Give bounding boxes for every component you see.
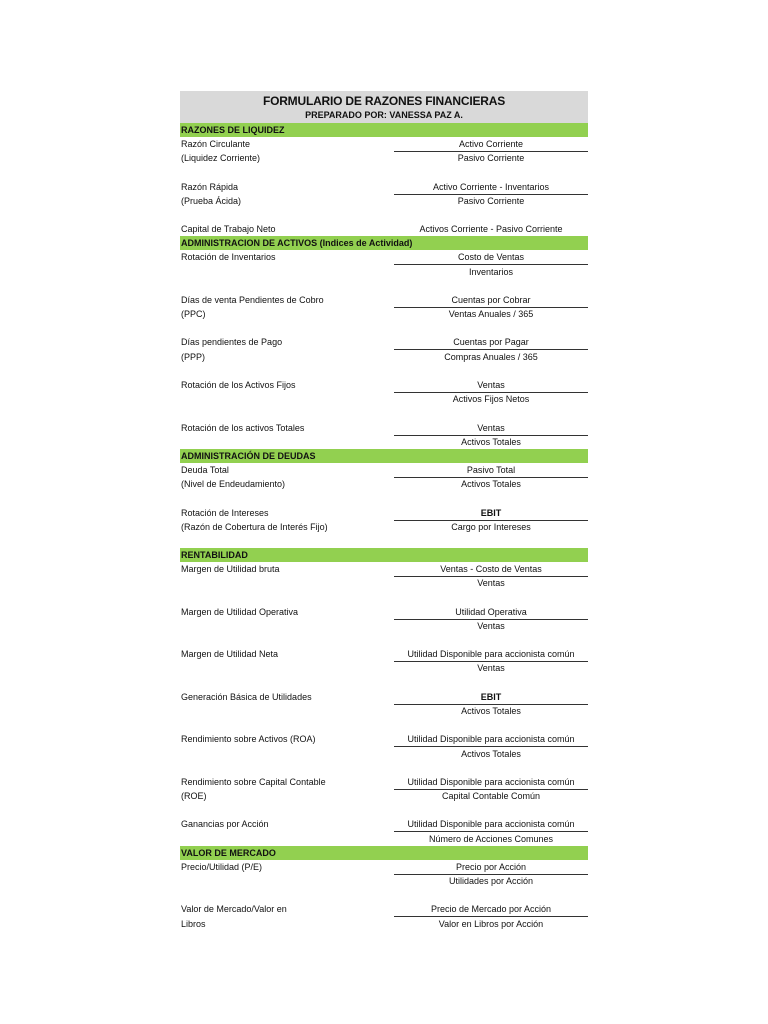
ratio-numerator: Costo de Ventas bbox=[394, 250, 588, 265]
ratio-label: Libros bbox=[181, 918, 206, 929]
ratio-label: Razón Circulante bbox=[181, 139, 251, 149]
spacer-row bbox=[180, 761, 588, 775]
ratio-row bbox=[180, 435, 588, 449]
ratio-denominator: Ventas Anuales / 365 bbox=[448, 309, 534, 320]
ratio-denominator: Pasivo Corriente bbox=[457, 195, 525, 206]
ratio-numerator: Pasivo Total bbox=[394, 463, 588, 478]
ratio-rows bbox=[180, 123, 588, 931]
section-header: ADMINISTRACIÓN DE DEUDAS bbox=[180, 449, 588, 463]
ratio-label: Capital de Trabajo Neto bbox=[181, 224, 276, 235]
ratio-row bbox=[180, 250, 588, 264]
ratio-row bbox=[180, 605, 588, 619]
ratio-row bbox=[180, 690, 588, 704]
spacer-row bbox=[180, 676, 588, 690]
ratio-denominator: Número de Acciones Comunes bbox=[428, 833, 554, 844]
section-header: VALOR DE MERCADO bbox=[180, 846, 588, 860]
ratio-denominator: Cargo por Intereses bbox=[451, 521, 531, 532]
ratio-numerator: EBIT bbox=[394, 690, 588, 705]
ratio-row bbox=[180, 832, 588, 846]
ratio-label: Margen de Utilidad Operativa bbox=[181, 606, 299, 617]
title-block bbox=[180, 91, 588, 123]
ratio-row bbox=[180, 789, 588, 803]
ratio-row bbox=[180, 506, 588, 520]
ratio-label: Generación Básica de Utilidades bbox=[181, 691, 312, 702]
ratio-numerator: Ventas - Costo de Ventas bbox=[394, 562, 588, 577]
ratio-label: Rotación de los Activos Fijos bbox=[181, 380, 296, 390]
spacer-row bbox=[180, 279, 588, 293]
ratio-row bbox=[180, 732, 588, 746]
ratio-denominator: Activos Corriente - Pasivo Corriente bbox=[419, 224, 563, 235]
ratio-row bbox=[180, 307, 588, 321]
ratio-numerator: Activo Corriente bbox=[394, 137, 588, 152]
spacer-row bbox=[180, 590, 588, 604]
ratio-denominator: Pasivo Corriente bbox=[457, 153, 525, 164]
ratio-label: (Liquidez Corriente) bbox=[181, 153, 261, 164]
ratio-row bbox=[180, 917, 588, 931]
ratio-row bbox=[180, 902, 588, 916]
ratio-label: (ROE) bbox=[181, 791, 207, 802]
ratio-label: Rendimiento sobre Capital Contable bbox=[181, 776, 326, 787]
ratio-denominator: Inventarios bbox=[468, 266, 514, 277]
ratio-row bbox=[180, 335, 588, 349]
ratio-row bbox=[180, 874, 588, 888]
ratio-denominator: Capital Contable Común bbox=[441, 791, 541, 802]
ratio-row bbox=[180, 520, 588, 534]
ratio-row bbox=[180, 421, 588, 435]
spacer-row bbox=[180, 321, 588, 335]
ratio-row bbox=[180, 392, 588, 406]
ratio-label: Ganancias por Acción bbox=[181, 819, 269, 830]
ratio-denominator: Utilidades por Acción bbox=[448, 876, 534, 886]
ratio-label: (PPC) bbox=[181, 309, 206, 320]
ratio-numerator: Ventas bbox=[394, 378, 588, 393]
ratio-row bbox=[180, 619, 588, 633]
ratio-denominator: Activos Totales bbox=[461, 748, 521, 759]
spacer-row bbox=[180, 803, 588, 817]
ratio-label: (PPP) bbox=[181, 351, 206, 362]
ratio-numerator: Precio de Mercado por Acción bbox=[394, 902, 588, 917]
ratio-denominator: Ventas bbox=[477, 663, 505, 674]
ratio-label: Razón Rápida bbox=[181, 181, 239, 192]
sheet-title: FORMULARIO DE RAZONES FINANCIERAS bbox=[262, 94, 506, 108]
ratio-row bbox=[180, 180, 588, 194]
ratio-numerator: Activo Corriente - Inventarios bbox=[394, 180, 588, 195]
ratio-row bbox=[180, 194, 588, 208]
ratio-denominator: Ventas bbox=[477, 578, 505, 589]
section-header: RAZONES DE LIQUIDEZ bbox=[180, 123, 588, 137]
ratio-numerator: Utilidad Operativa bbox=[394, 605, 588, 620]
spacer-row bbox=[180, 406, 588, 420]
ratio-denominator: Activos Totales bbox=[461, 436, 521, 447]
ratio-label: Margen de Utilidad bruta bbox=[181, 564, 280, 575]
ratios-sheet bbox=[180, 91, 588, 931]
ratio-row bbox=[180, 137, 588, 151]
ratio-row bbox=[180, 350, 588, 364]
ratio-row bbox=[180, 151, 588, 165]
ratio-numerator: Utilidad Disponible para accionista común bbox=[394, 817, 588, 832]
ratio-row bbox=[180, 576, 588, 590]
ratio-row bbox=[180, 747, 588, 761]
ratio-denominator: Ventas bbox=[477, 620, 505, 631]
ratio-numerator: Utilidad Disponible para accionista común bbox=[394, 647, 588, 662]
spacer-row bbox=[180, 633, 588, 647]
ratio-row bbox=[180, 704, 588, 718]
ratio-label: Rendimiento sobre Activos (ROA) bbox=[181, 734, 316, 745]
ratio-numerator: EBIT bbox=[394, 506, 588, 521]
ratio-label: Rotación de Intereses bbox=[181, 507, 269, 518]
section-header: RENTABILIDAD bbox=[180, 548, 588, 562]
spacer-row bbox=[180, 718, 588, 732]
sheet-subtitle: PREPARADO POR: VANESSA PAZ A. bbox=[305, 110, 463, 120]
ratio-row bbox=[180, 661, 588, 675]
ratio-denominator: Compras Anuales / 365 bbox=[444, 351, 538, 362]
ratio-row bbox=[180, 562, 588, 576]
spacer-row bbox=[180, 165, 588, 179]
spacer-row bbox=[180, 364, 588, 378]
ratio-row bbox=[180, 293, 588, 307]
ratio-row bbox=[180, 775, 588, 789]
ratio-row bbox=[180, 860, 588, 874]
ratio-row bbox=[180, 647, 588, 661]
spacer-row bbox=[180, 208, 588, 222]
ratio-denominator: Activos Totales bbox=[461, 705, 521, 716]
ratio-label: Precio/Utilidad (P/E) bbox=[181, 861, 263, 872]
ratio-numerator: Utilidad Disponible para accionista común bbox=[394, 732, 588, 747]
ratio-denominator: Activos Totales bbox=[461, 479, 521, 490]
ratio-label: Valor de Mercado/Valor en bbox=[181, 904, 287, 915]
ratio-label: Días de venta Pendientes de Cobro bbox=[181, 294, 324, 305]
spacer-row bbox=[180, 534, 588, 548]
ratio-denominator: Valor en Libros por Acción bbox=[438, 918, 544, 929]
ratio-numerator: Ventas bbox=[394, 421, 588, 436]
ratio-row bbox=[180, 817, 588, 831]
ratio-label: (Razón de Cobertura de Interés Fijo) bbox=[181, 521, 328, 532]
section-header: ADMINISTRACION DE ACTIVOS (Indices de Actividad) bbox=[180, 236, 588, 250]
ratio-label: (Prueba Ácida) bbox=[181, 195, 242, 206]
ratio-numerator: Cuentas por Pagar bbox=[394, 335, 588, 350]
ratio-label: Rotación de Inventarios bbox=[181, 252, 276, 263]
ratio-numerator: Cuentas por Cobrar bbox=[394, 293, 588, 308]
ratio-label: Rotación de los activos Totales bbox=[181, 422, 305, 433]
spacer-row bbox=[180, 888, 588, 902]
ratio-numerator: Precio por Acción bbox=[394, 860, 588, 875]
ratio-row bbox=[180, 222, 588, 236]
ratio-row bbox=[180, 378, 588, 392]
ratio-row bbox=[180, 265, 588, 279]
ratio-numerator: Utilidad Disponible para accionista común bbox=[394, 775, 588, 790]
ratio-denominator: Activos Fijos Netos bbox=[452, 394, 530, 405]
ratio-row bbox=[180, 477, 588, 491]
spacer-row bbox=[180, 491, 588, 505]
ratio-label: Deuda Total bbox=[181, 464, 229, 475]
ratio-label: (Nivel de Endeudamiento) bbox=[181, 479, 286, 490]
ratio-label: Días pendientes de Pago bbox=[181, 337, 283, 348]
ratio-label: Margen de Utilidad Neta bbox=[181, 649, 279, 660]
ratio-row bbox=[180, 463, 588, 477]
